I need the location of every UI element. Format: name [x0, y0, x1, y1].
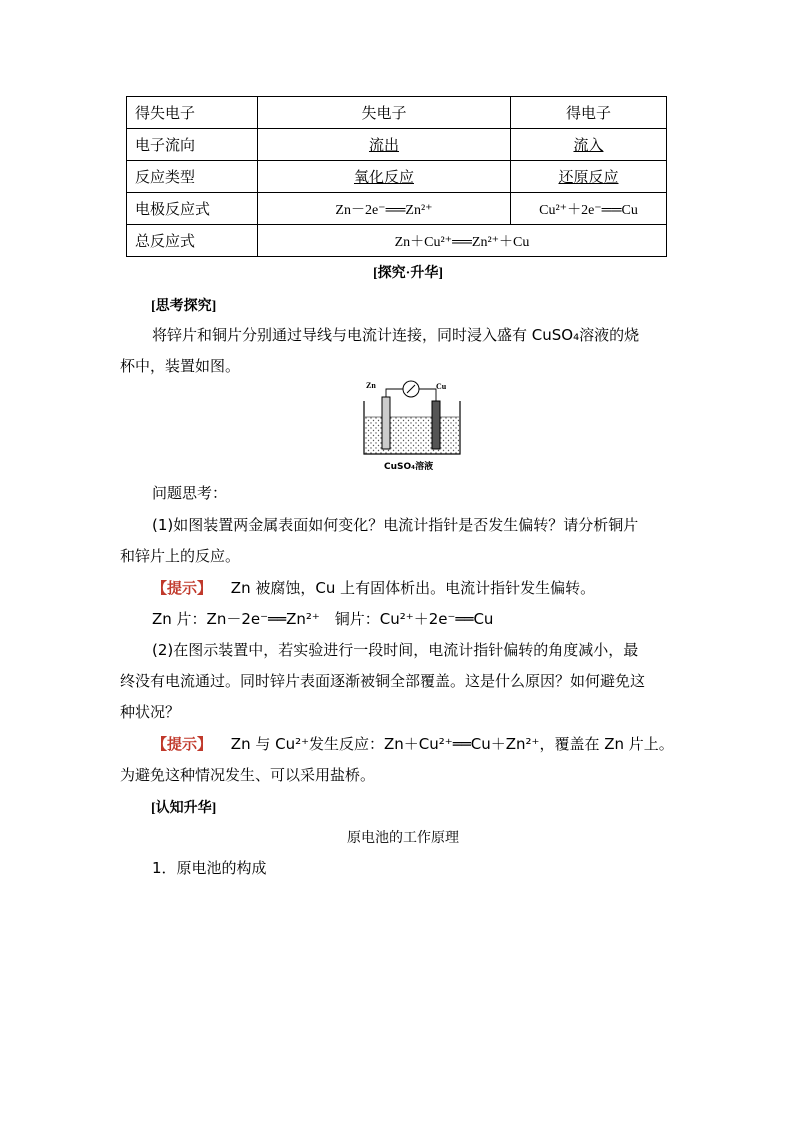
q1-line-1: (1)如图装置两金属表面如何变化？电流计指针是否发生偏转？请分析铜片: [152, 516, 639, 534]
positive-cell: 还原反应: [558, 168, 619, 186]
negative-cell: 流出: [368, 136, 399, 154]
wire-left: [386, 389, 403, 397]
galvanic-cell-figure: [362, 379, 462, 471]
cu-label: Cu: [436, 382, 447, 391]
item-1: 1．原电池的构成: [152, 859, 267, 877]
intro-line-2: 杯中，装置如图。: [120, 357, 241, 375]
row-label: 反应类型: [127, 161, 258, 193]
answer-1: [152, 577, 595, 598]
row-label: 得失电子: [127, 97, 258, 129]
negative-cell: 氧化反应: [353, 168, 414, 186]
table-row: [127, 97, 667, 129]
answer-2-text: Zn 与 Cu²⁺发生反应：Zn＋Cu²⁺══Cu＋Zn²⁺，覆盖在 Zn 片上。: [230, 735, 674, 753]
section-title: [探究·升华]: [373, 266, 443, 281]
upgrade-heading: [认知升华]: [151, 801, 217, 816]
table-row: [127, 129, 667, 161]
table-row: [127, 193, 667, 225]
negative-cell: 失电子: [258, 97, 511, 129]
comparison-table: [126, 96, 667, 257]
hint-label: 【提示】: [152, 735, 213, 753]
table-row: [127, 161, 667, 193]
q2-line-3: 种状况？: [120, 703, 181, 721]
answer-2-line-2: 为避免这种情况发生、可以采用盐桥。: [120, 766, 376, 784]
q2-line-1: (2)在图示装置中，若实验进行一段时间，电流计指针偏转的角度减小，最: [152, 641, 639, 659]
think-heading: [思考探究]: [151, 299, 217, 314]
total-equation: Zn＋Cu²⁺══Zn²⁺＋Cu: [258, 225, 667, 257]
zinc-electrode: [382, 397, 390, 449]
wire-right: [419, 389, 436, 401]
answer-1-text: Zn 被腐蚀，Cu 上有固体析出。电流计指针发生偏转。: [230, 579, 596, 597]
q1-line-2: 和锌片上的反应。: [120, 547, 241, 565]
solution-fill: [365, 417, 459, 454]
row-label: 总反应式: [127, 225, 258, 257]
table-row: [127, 225, 667, 257]
figure-caption: CuSO₄溶液: [384, 462, 434, 472]
q2-line-2: 终没有电流通过。同时锌片表面逐渐被铜全部覆盖。这是什么原因？如何避免这: [120, 672, 646, 690]
negative-equation: Zn－2e⁻══Zn²⁺: [258, 193, 511, 225]
copper-electrode: [432, 401, 440, 449]
answer-2: [152, 733, 674, 754]
hint-label: 【提示】: [152, 579, 213, 597]
row-label: 电子流向: [127, 129, 258, 161]
intro-line-1: 将锌片和铜片分别通过导线与电流计连接，同时浸入盛有 CuSO₄溶液的烧: [152, 326, 640, 344]
cell-diagram: [362, 379, 462, 471]
positive-equation: Cu²⁺＋2e⁻══Cu: [511, 193, 667, 225]
center-title: 原电池的工作原理: [347, 830, 459, 846]
positive-cell: 流入: [573, 136, 604, 154]
row-label: 电极反应式: [127, 193, 258, 225]
zn-label: Zn: [366, 381, 376, 390]
positive-cell: 得电子: [511, 97, 667, 129]
answer-1-equations: Zn 片：Zn－2e⁻══Zn²⁺ 铜片：Cu²⁺＋2e⁻══Cu: [152, 610, 494, 628]
questions-heading: 问题思考：: [152, 484, 228, 502]
